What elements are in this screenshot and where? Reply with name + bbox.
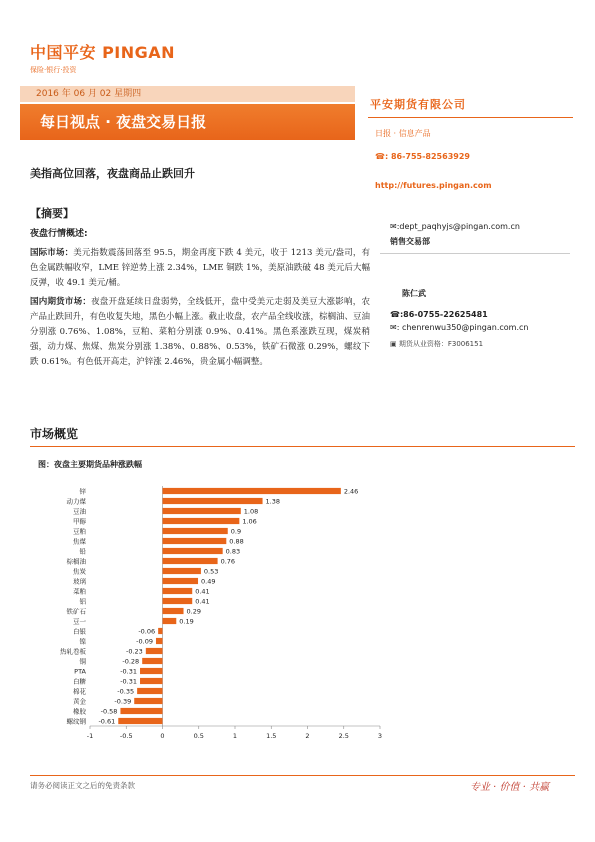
bar <box>163 488 341 494</box>
summary-subtitle: 夜盘行情概述: <box>30 229 88 239</box>
x-tick-label: 3 <box>377 732 383 740</box>
data-label: 0.76 <box>220 557 236 566</box>
company-website[interactable]: http://futures.pingan.com <box>375 181 492 190</box>
category-label: 豆粕 <box>73 527 86 536</box>
market-title: 市场概览 <box>30 427 79 441</box>
x-tick-label: 1.5 <box>266 732 277 740</box>
category-label: 焦炭 <box>73 567 86 576</box>
x-tick-label: 2 <box>305 732 310 740</box>
bar <box>120 708 162 714</box>
footer-divider <box>30 775 575 776</box>
category-label: 豆油 <box>73 507 86 516</box>
bar <box>163 608 184 614</box>
bar <box>163 588 193 594</box>
domestic-market-paragraph <box>30 295 370 370</box>
pingan-logo <box>30 40 200 74</box>
bar <box>163 508 241 514</box>
analyst-name: 陈仁武 <box>402 289 426 298</box>
paragraph-lead: 国内期货市场： <box>30 297 92 307</box>
category-label: 棉花 <box>73 687 86 696</box>
category-label: PTA <box>74 667 86 676</box>
category-label: 铜 <box>79 657 86 666</box>
category-label: 甲醇 <box>73 517 86 526</box>
headline: 美指高位回落，夜盘商品止跌回升 <box>30 167 195 180</box>
bar <box>146 648 163 654</box>
category-label: 铝 <box>79 597 86 606</box>
category-label: 热轧卷板 <box>60 647 86 656</box>
data-label: -0.58 <box>100 707 118 716</box>
bar <box>163 578 199 584</box>
data-label: -0.28 <box>122 657 140 666</box>
disclaimer: 请务必阅读正文之后的免责条款 <box>30 781 135 790</box>
data-label: -0.61 <box>98 717 116 726</box>
category-label: 豆一 <box>73 617 86 626</box>
data-label: 0.88 <box>229 537 244 546</box>
category-label: 锌 <box>79 487 86 496</box>
bar <box>163 528 228 534</box>
report-title: 每日视点 · 夜盘交易日报 <box>20 104 355 140</box>
data-label: -0.06 <box>138 627 156 636</box>
x-tick-label: -1 <box>86 732 94 740</box>
company-phone: ☎: 86-755-82563929 <box>375 152 470 161</box>
paragraph-text: 夜盘开盘延续日盘弱势，全线低开，盘中受美元走弱及美豆大涨影响，农产品止跌回升，有色收复失地，黑色小幅上涨。截止收盘，农产品全线收涨，棕榈油、豆油分别涨 0.76%、1.08%，豆粕、菜粕分别涨 0.9%、0.41%。黑色系涨跌互现，煤炭稍强，动力煤、焦煤、焦炭分别涨 1.38%、0.88%、0.53%，铁矿石微涨 0.29%，螺纹下跌 0.61%。有色低开高走，沪锌涨 2.46%，贵金属小幅调整。 <box>30 297 371 367</box>
category-label: 镍 <box>79 637 86 646</box>
company-motto: 专业 · 价值 · 共赢 <box>470 782 550 793</box>
bar <box>163 518 240 524</box>
bar <box>118 718 162 724</box>
report-date: 2016 年 06 月 02 星期四 <box>20 86 355 102</box>
x-tick-label: 0 <box>160 732 165 740</box>
brand-slogan: 保险·银行·投资 <box>30 66 77 74</box>
analyst-license: ▣ 期货从业资格：F3006151 <box>390 340 484 348</box>
bar <box>134 698 162 704</box>
bar <box>163 548 223 554</box>
summary-title: 【摘要】 <box>30 207 74 220</box>
category-label: 菜粕 <box>73 587 86 596</box>
data-label: -0.31 <box>120 677 138 686</box>
data-label: 0.29 <box>186 607 202 616</box>
bar <box>163 598 193 604</box>
dept-email[interactable]: ✉:dept_paqhyjs@pingan.com.cn <box>390 222 520 231</box>
data-label: 1.38 <box>265 497 281 506</box>
bar <box>140 668 162 674</box>
analyst-email[interactable]: ✉: chenrenwu350@pingan.com.cn <box>390 323 529 332</box>
bar <box>163 498 263 504</box>
bar <box>137 688 162 694</box>
data-label: 2.46 <box>343 487 359 496</box>
bar <box>163 618 177 624</box>
category-label: 白糖 <box>73 677 86 686</box>
data-label: 0.9 <box>230 527 242 536</box>
x-tick-label: 2.5 <box>338 732 349 740</box>
data-label: -0.31 <box>120 667 138 676</box>
paragraph-lead: 国际市场： <box>30 248 74 258</box>
category-label: 铁矿石 <box>66 607 86 616</box>
bar <box>163 538 227 544</box>
brand-name: 中国平安 PINGAN <box>30 43 176 62</box>
futures-change-bar-chart <box>38 478 390 748</box>
data-label: -0.39 <box>114 697 132 706</box>
x-tick-label: 1 <box>232 732 238 740</box>
analyst-phone: ☎:86-0755-22625481 <box>390 310 488 319</box>
category-label: 动力煤 <box>66 497 86 506</box>
bar <box>140 678 162 684</box>
category-label: 螺纹钢 <box>66 717 86 726</box>
contact-divider <box>380 253 570 254</box>
chart-title: 图：夜盘主要期货品种涨跌幅 <box>38 460 142 469</box>
data-label: 0.41 <box>195 587 210 596</box>
category-label: 焦煤 <box>73 537 86 546</box>
bar <box>163 568 201 574</box>
bar <box>142 658 162 664</box>
data-label: -0.35 <box>117 687 135 696</box>
data-label: 0.19 <box>179 617 194 626</box>
data-label: 1.06 <box>242 517 257 526</box>
data-label: -0.23 <box>125 647 143 656</box>
data-label: -0.09 <box>136 637 153 646</box>
bar <box>163 558 218 564</box>
international-market-paragraph <box>30 246 370 291</box>
category-label: 橡胶 <box>73 707 86 716</box>
company-name: 平安期货有限公司 <box>370 98 466 111</box>
market-divider <box>30 446 575 447</box>
bar <box>158 628 162 634</box>
category-label: 黄金 <box>73 697 86 706</box>
category-label: 玻璃 <box>73 577 86 586</box>
data-label: 1.08 <box>243 507 259 516</box>
data-label: 0.53 <box>203 567 219 576</box>
category-label: 铅 <box>79 547 86 556</box>
department: 销售交易部 <box>390 237 430 246</box>
x-tick-label: 0.5 <box>193 732 204 740</box>
data-label: 0.41 <box>195 597 210 606</box>
category-label: 棕榈油 <box>66 557 86 566</box>
report-category: 日报 · 信息产品 <box>375 129 431 138</box>
data-label: 0.83 <box>225 547 241 556</box>
data-label: 0.49 <box>201 577 216 586</box>
paragraph-text: 美元指数震荡回落至 95.5，期金再度下跌 4 美元，收于 1213 美元/盎司，有色金属跌幅收窄，LME 锌逆势上涨 2.34%，LME 铜跌 1%，美原油跌破 48 美元后大幅反弹，收 49.1 美元/桶。 <box>30 248 370 288</box>
company-divider <box>368 117 573 118</box>
category-label: 白银 <box>73 627 86 636</box>
x-tick-label: -0.5 <box>119 732 133 740</box>
bar <box>156 638 163 644</box>
